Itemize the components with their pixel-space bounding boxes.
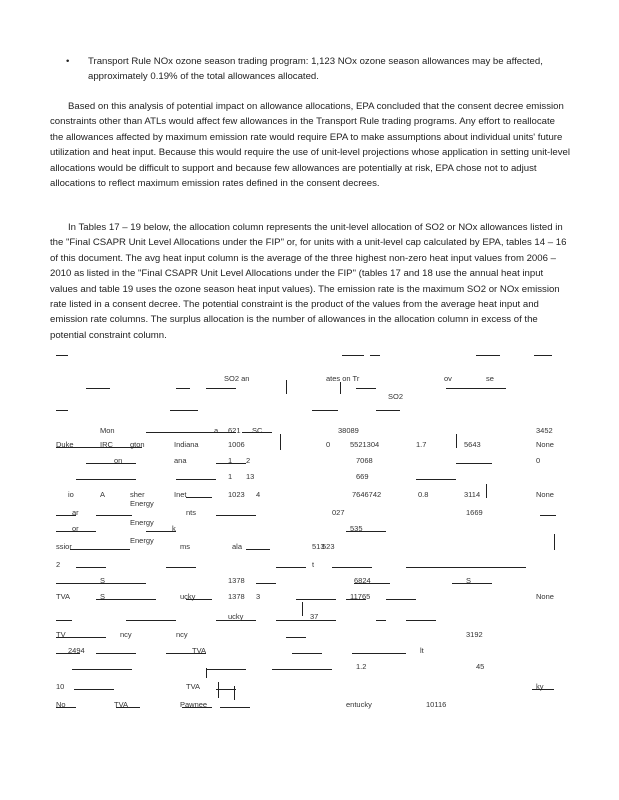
table-cell: Pawnee <box>180 700 208 709</box>
table-rule-line <box>146 531 176 532</box>
paragraph-allowance-analysis <box>50 99 570 191</box>
table-rule-line <box>56 620 72 621</box>
table-cell: ms <box>180 542 190 551</box>
table-cell: 1.7 <box>416 440 427 449</box>
table-cell: io <box>68 490 74 499</box>
table-cell: 38089 <box>338 426 359 435</box>
table-cell: sher <box>130 490 145 499</box>
table-cell: 1.2 <box>356 662 367 671</box>
table-cell: TVA <box>114 700 129 709</box>
table-rule-line <box>96 515 132 516</box>
table-cell: nts <box>186 508 197 517</box>
table-title-fragment: ov <box>444 374 452 383</box>
table-rule-line <box>56 410 68 411</box>
table-header-fragment: SO2 <box>388 392 404 401</box>
table-rule-line <box>216 689 236 690</box>
table-rule-line <box>96 599 156 600</box>
table-rule-line <box>76 479 136 480</box>
table-cell: 2 <box>246 456 251 465</box>
table-cell: ala <box>232 542 243 551</box>
table-cell: 11765 <box>350 592 371 601</box>
table-cell: 10116 <box>426 700 447 709</box>
table-cell: on <box>114 456 123 465</box>
table-cell: Duke <box>56 440 74 449</box>
table-rule-line <box>96 653 136 654</box>
bullet-text: Transport Rule NOx ozone season trading program: 1,123 NOx ozone season allowances may be affected, approximately 0.19% of the total allowances allocated. <box>88 56 543 83</box>
table-rule-line <box>376 410 400 411</box>
paragraph-table-description <box>50 220 570 343</box>
table-rule-line <box>296 599 336 600</box>
table-cell: 3 <box>256 592 261 601</box>
table-cell: ncy <box>120 630 132 639</box>
table-rule-line <box>86 388 110 389</box>
table-cell: 1669 <box>466 508 483 517</box>
table-rule-line <box>86 463 136 464</box>
table-cell: 0 <box>326 440 331 449</box>
table-rule-line <box>276 567 306 568</box>
table-rule-line <box>406 620 436 621</box>
table-rule-line <box>220 707 250 708</box>
table-cell: ana <box>174 456 187 465</box>
table-rule-line <box>302 602 303 616</box>
table-title-fragment: SO2 an <box>224 374 250 383</box>
degraded-table <box>56 348 566 718</box>
table-rule-line <box>356 388 376 389</box>
table-rule-line <box>206 388 236 389</box>
table-rule-line <box>286 637 306 638</box>
table-rule-line <box>70 549 130 550</box>
table-cell: Energy <box>130 536 154 545</box>
table-rule-line <box>176 388 190 389</box>
table-rule-line <box>346 531 386 532</box>
table-rule-line <box>216 463 246 464</box>
table-rule-line <box>416 479 456 480</box>
table-rule-line <box>56 515 76 516</box>
table-rule-line <box>56 447 142 448</box>
table-cell: Energy <box>130 518 154 527</box>
table-rule-line <box>272 669 332 670</box>
table-rule-line <box>72 669 132 670</box>
table-rule-line <box>452 583 492 584</box>
table-rule-line <box>186 497 212 498</box>
table-cell: 5521304 <box>350 440 380 449</box>
table-cell: Energy <box>130 499 154 508</box>
table-rule-line <box>56 355 68 356</box>
table-cell: TVA <box>56 592 71 601</box>
table-cell: 621 <box>228 426 241 435</box>
table-rule-line <box>406 567 526 568</box>
table-rule-line <box>292 653 322 654</box>
table-rule-line <box>376 620 386 621</box>
table-rule-line <box>116 707 140 708</box>
table-rule-line <box>56 583 146 584</box>
table-cell: None <box>536 440 554 449</box>
table-cell: S <box>100 576 106 585</box>
table-rule-line <box>386 599 416 600</box>
table-cell: 1 <box>228 472 233 481</box>
table-cell: 45 <box>476 662 485 671</box>
table-cell: 7646742 <box>352 490 382 499</box>
table-rule-line <box>176 479 216 480</box>
table-rule-line <box>456 434 457 448</box>
table-rule-line <box>354 583 390 584</box>
table-cell: 3192 <box>466 630 483 639</box>
table-rule-line <box>146 432 236 433</box>
table-cell: 3114 <box>464 490 481 499</box>
table-cell: Indiana <box>174 440 199 449</box>
table-cell: 1 <box>228 456 233 465</box>
table-cell: 1378 <box>228 576 245 585</box>
table-cell: 13 <box>246 472 255 481</box>
table-cell: ky <box>536 682 544 691</box>
table-rule-line <box>206 668 207 678</box>
table-cell: ucky <box>228 612 244 621</box>
table-rule-line <box>56 637 106 638</box>
table-cell: 4 <box>256 490 261 499</box>
table-rule-line <box>56 707 76 708</box>
paragraph-table-description-text: In Tables 17 – 19 below, the allocation column represents the unit-level allocation of SO2 or NOx allowances listed in the "Final CSAPR Unit Level Allocations under the FIP" or, for units with a unit-level cap calculated by EPA, tables 14 – 16 of this document. The avg heat input column is the average of the three highest non-zero heat input values from 2006 – 2010 as listed in the "Final CSAPR Unit Level Allocations under the FIP" (tables 17 and 18 use the annual heat input values and table 19 uses the ozone season heat input values). The emission rate is the maximum SO2 or NOx emission rate listed in a consent decree. The potential constraint is the product of the values from the average heat input and emission rate columns. The surplus allocation is the number of allowances in the allocation column in excess of the potential constraint column. <box>50 222 567 341</box>
table-cell: 2494 <box>68 646 85 655</box>
table-cell: 7068 <box>356 456 373 465</box>
table-cell: None <box>536 490 554 499</box>
table-cell: or <box>72 524 79 533</box>
table-rule-line <box>370 355 380 356</box>
table-cell: 027 <box>332 508 345 517</box>
table-cell: ucky <box>180 592 196 601</box>
table-cell: lt <box>420 646 424 655</box>
table-rule-line <box>166 567 196 568</box>
table-rule-line <box>486 484 487 498</box>
paragraph-allowance-analysis-text: Based on this analysis of potential impact on allowance allocations, EPA concluded that the consent decree emission constraints other than ATLs would affect few allowances in the Transport Rule trading programs. Any effort to reallocate the allowances affected by maximum emission rate would require EPA to make assumptions about individual units' future utilization and heat input. Because this would require the use of unit-level projections whose application in setting unit-level allocations would be difficult to support and because few allowances are potentially at risk, EPA chose not to adjust allocations to reflect maximum emission rates defined in the consent decrees. <box>50 101 570 190</box>
table-rule-line <box>126 620 176 621</box>
table-cell: 5643 <box>464 440 481 449</box>
table-rule-line <box>540 515 556 516</box>
bullet-symbol: • <box>66 56 70 67</box>
table-rule-line <box>242 432 272 433</box>
table-cell: 6824 <box>354 576 371 585</box>
table-title-fragment: ates on Tr <box>326 374 360 383</box>
table-cell: A <box>100 490 106 499</box>
table-cell: t <box>312 560 315 569</box>
table-cell: 3452 <box>536 426 553 435</box>
table-cell: 0 <box>536 456 541 465</box>
table-cell: 669 <box>356 472 369 481</box>
table-rule-line <box>182 707 212 708</box>
table-cell: ssior <box>56 542 72 551</box>
table-cell: TV <box>56 630 66 639</box>
table-rule-line <box>332 567 372 568</box>
table-cell: 513 <box>312 542 325 551</box>
table-rule-line <box>74 689 114 690</box>
table-cell: S <box>100 592 106 601</box>
table-cell: S <box>466 576 472 585</box>
table-cell: 37 <box>310 612 319 621</box>
table-rule-line <box>554 534 555 550</box>
table-cell: ncy <box>176 630 188 639</box>
table-cell: TVA <box>192 646 207 655</box>
table-cell: Mon <box>100 426 115 435</box>
table-rule-line <box>280 434 281 450</box>
table-cell: 535 <box>350 524 363 533</box>
table-cell: 523 <box>322 542 335 551</box>
table-cell: 1378 <box>228 592 245 601</box>
table-cell: Inet <box>174 490 187 499</box>
table-rule-line <box>476 355 500 356</box>
table-cell: IRC <box>100 440 113 449</box>
table-rule-line <box>256 583 276 584</box>
table-cell: 1023 <box>228 490 245 499</box>
table-rule-line <box>166 653 206 654</box>
table-cell: 2 <box>56 560 61 569</box>
table-rule-line <box>534 355 552 356</box>
table-rule-line <box>352 653 406 654</box>
table-rule-line <box>76 567 106 568</box>
table-rule-line <box>234 686 235 700</box>
table-rule-line <box>340 382 341 394</box>
table-cell: No <box>56 700 66 709</box>
table-rule-line <box>56 653 80 654</box>
table-cell: entucky <box>346 700 372 709</box>
table-rule-line <box>532 689 554 690</box>
table-rule-line <box>216 515 256 516</box>
table-rule-line <box>170 410 198 411</box>
table-rule-line <box>342 355 364 356</box>
table-cell: 10 <box>56 682 65 691</box>
table-rule-line <box>312 410 338 411</box>
table-rule-line <box>456 463 492 464</box>
table-cell: None <box>536 592 554 601</box>
bullet-item <box>66 54 566 85</box>
table-cell: ar <box>72 508 79 517</box>
table-rule-line <box>246 549 270 550</box>
table-cell: a <box>214 426 219 435</box>
table-rule-line <box>186 599 212 600</box>
table-cell: k <box>172 524 176 533</box>
table-cell: 0.8 <box>418 490 429 499</box>
table-rule-line <box>218 682 219 698</box>
table-title-fragment: se <box>486 374 494 383</box>
table-cell: SC <box>252 426 263 435</box>
table-rule-line <box>56 531 96 532</box>
table-rule-line <box>446 388 506 389</box>
table-rule-line <box>206 669 246 670</box>
table-rule-line <box>346 599 366 600</box>
table-cell: TVA <box>186 682 201 691</box>
table-rule-line <box>286 380 287 394</box>
table-cell: gton <box>130 440 145 449</box>
table-rule-line <box>276 620 336 621</box>
table-cell: 1006 <box>228 440 245 449</box>
